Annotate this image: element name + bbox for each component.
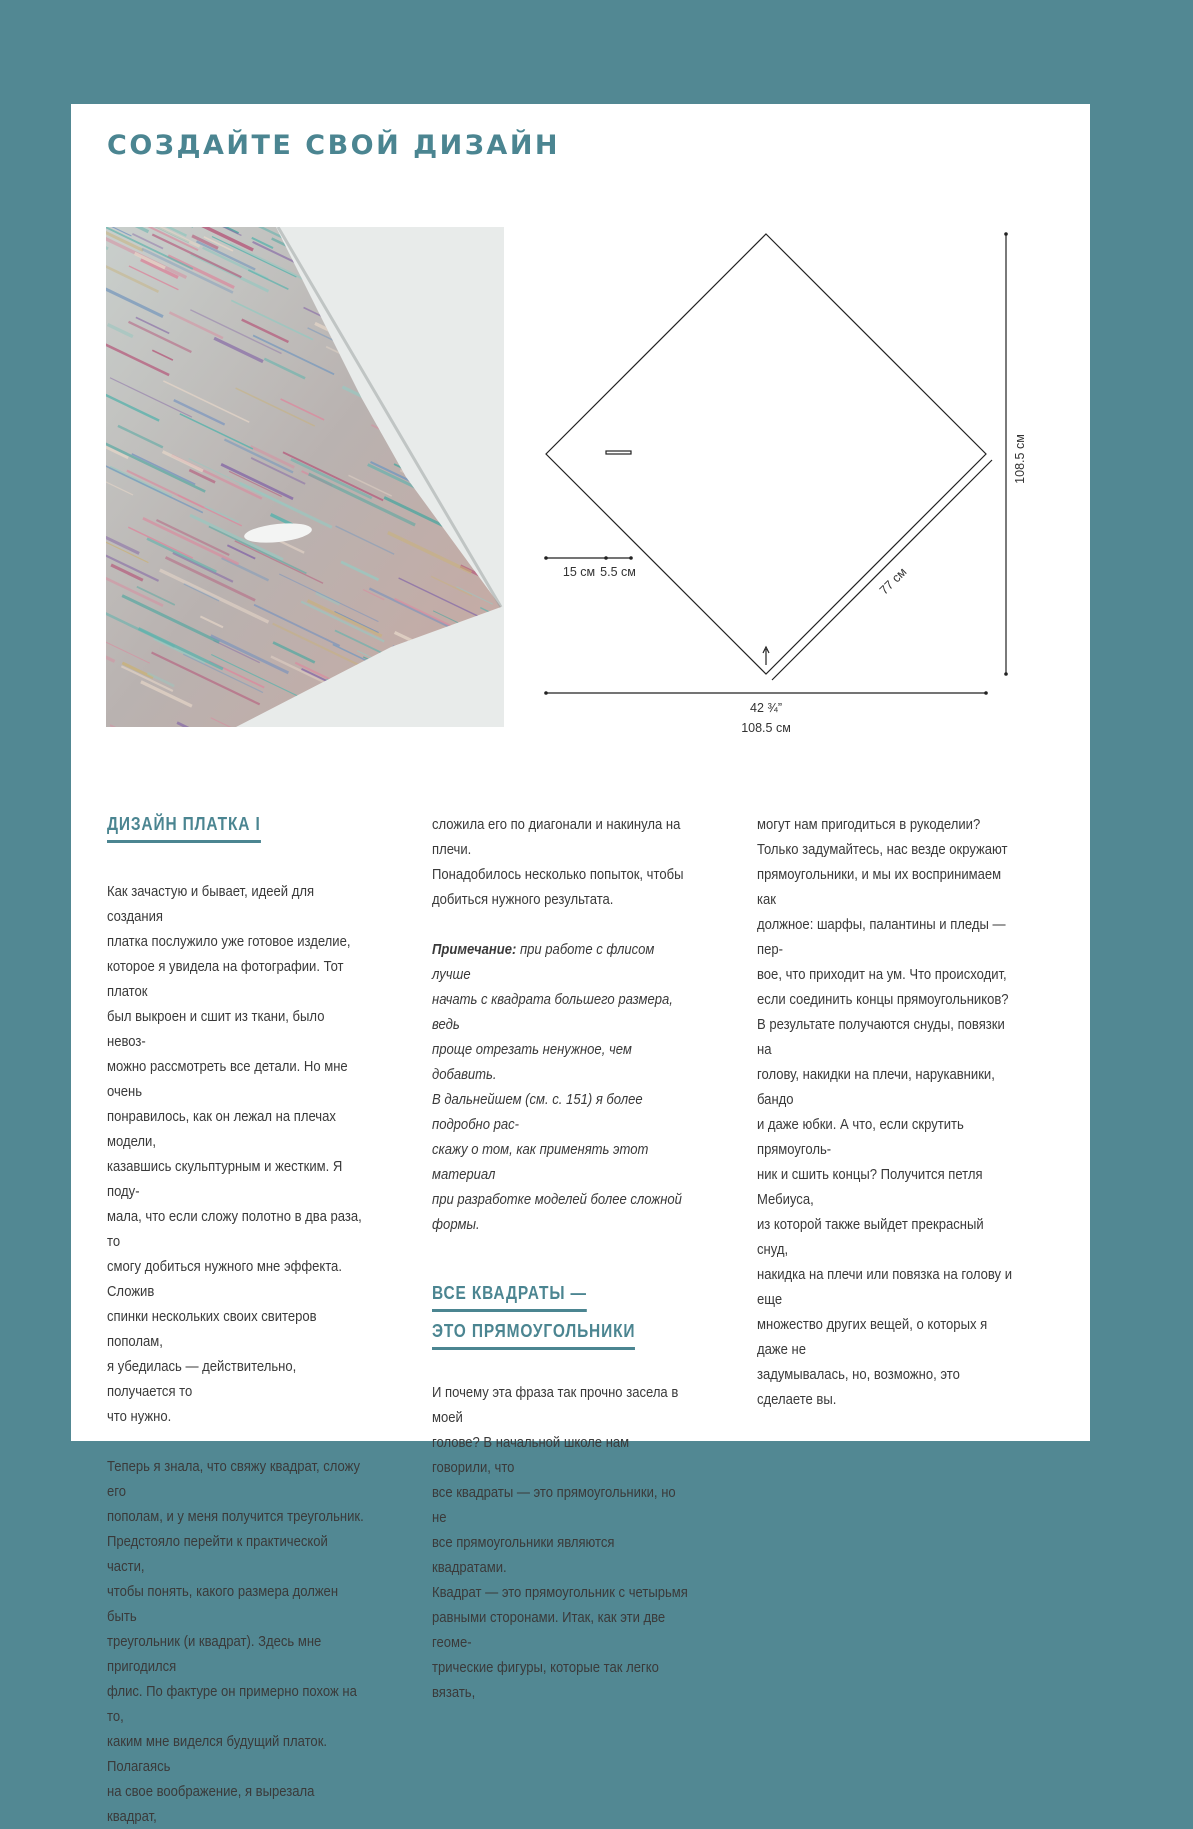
shawl-photo xyxy=(106,227,504,727)
shawl-diagram xyxy=(536,227,1046,747)
section-heading-squares: ВСЕ КВАДРАТЫ — ЭТО ПРЯМОУГОЛЬНИКИ xyxy=(432,1280,690,1350)
section-heading-shawl-design: ДИЗАЙН ПЛАТКА I xyxy=(107,811,261,843)
side-dimension-line xyxy=(772,460,992,680)
text-column-2 xyxy=(432,812,690,1705)
width-label-cm: 108.5 см xyxy=(741,721,791,735)
height-label: 108.5 см xyxy=(1013,434,1027,484)
side-label: 77 см xyxy=(877,565,910,598)
paragraph-squares: И почему эта фраза так прочно засела в моей голове? В начальной школе нам говорили, что все квадраты — это прямоугольники, но не все прямоугольники являются квадратами. Квадрат — это прямоугольник с четырьмя равными сторонами. Итак, как эти две геоме- трические фигуры, которые так легко вязать, xyxy=(432,1380,690,1705)
shawl-photo-image xyxy=(106,227,504,727)
paragraph-continue: сложила его по диагонали и накинула на плечи. Понадобилось несколько попыток, чтобы добиться нужного результата. xyxy=(432,812,690,912)
slit-mark xyxy=(606,451,631,454)
page-title: СОЗДАЙТЕ СВОЙ ДИЗАЙН xyxy=(107,130,560,161)
diagram-svg xyxy=(536,227,1046,747)
text-column-1 xyxy=(107,811,365,1829)
paragraph-square: Теперь я знала, что свяжу квадрат, сложу его пополам, и у меня получится треугольник. Предстояло перейти к практической части, чтобы понять, какого размера должен быть треугольник (и квадрат). Здесь мне пригодился флис. По фактуре он примерно похож на то, каким мне виделся будущий платок. Полагаясь на свое воображение, я вырезала квадрат, xyxy=(107,1454,365,1829)
slit-label-2: 5.5 см xyxy=(600,565,636,579)
slit-label-1: 15 см xyxy=(563,565,595,579)
width-label-in: 42 ¾” xyxy=(750,701,782,715)
text-column-3 xyxy=(757,812,1015,1412)
paragraph-intro: Как зачастую и бывает, идеей для создания платка послужило уже готовое изделие, которое я увидела на фотографии. Тот платок был выкроен и сшит из ткани, было невоз- можно рассмотреть все детали. Но мне очень понравилось, как он лежал на плечах модели, казавшись скульптурным и жестким. Я поду- мала, что если сложу полотно в два раза, то смогу добиться нужного мне эффекта. Сложив спинки нескольких своих свитеров пополам, я убедилась — действительно, получается то что нужно. xyxy=(107,879,365,1429)
note-paragraph: Примечание: при работе с флисом лучше начать с квадрата большего размера, ведь проще отрезать ненужное, чем добавить. В дальнейшем (см. с. 151) я более подробно рас- скажу о том, как применять этот материал при разработке моделей более сложной формы. xyxy=(432,937,690,1237)
paragraph-rectangles: могут нам пригодиться в рукоделии? Только задумайтесь, нас везде окружают прямоугольники, и мы их воспринимаем как должное: шарфы, палантины и пледы — пер- вое, что приходит на ум. Что происходит, если соединить концы прямоугольников? В результате получаются снуды, повязки на голову, накидки на плечи, нарукавники, бандо и даже юбки. А что, если скрутить прямоуголь- ник и сшить концы? Получится петля Мебиуса, из которой также выйдет прекрасный снуд, накидка на плечи или повязка на голову и еще множество других вещей, о которых я даже не задумывалась, но, возможно, это сделаете вы. xyxy=(757,812,1015,1412)
note-label: Примечание: xyxy=(432,941,516,958)
page xyxy=(71,104,1090,1441)
